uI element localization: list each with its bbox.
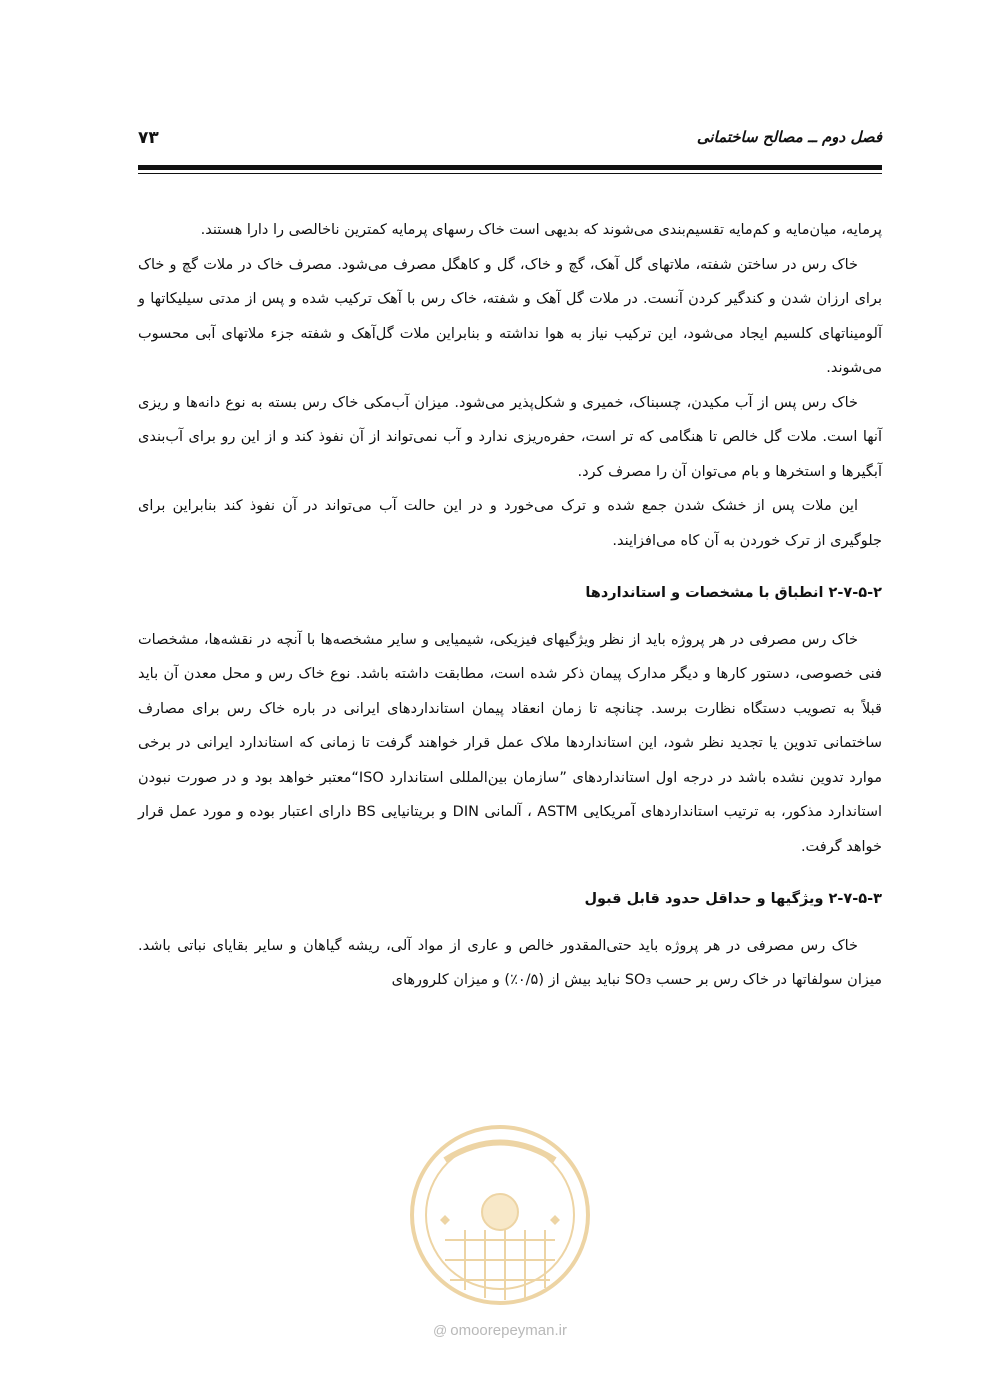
page-number: ۷۳ [138, 128, 159, 148]
paragraph-clay-absorption: خاک رس پس از آب مکیدن، چسبناک، خمیری و شکل‌پذیر می‌شود. میزان آب‌مکی خاک رس بسته به نوع دانه‌ها و ریزی آنها است. ملات گل خالص تا هنگامی که تر است، حفره‌ریزی ندارد و آب نمی‌تواند از آن نفوذ کند و از این رو برای آب‌بندی آبگیرها و استخرها و بام می‌توان آن را مصرف کرد. [138, 394, 882, 480]
header-rule-thin [138, 173, 882, 174]
paragraph-properties: خاک رس مصرفی در هر پروژه باید حتی‌المقدور خالص و عاری از مواد آلی، ریشه گیاهان و سایر بقایای نباتی باشد. میزان سولفاتها در خاک رس بر حسب SO₃ نباید بیش از (۰/۵٪) و میزان کلرورهای [138, 937, 882, 988]
watermark-logo [405, 1120, 595, 1320]
section-heading-properties: ۲-۷-۵-۳ ویژگیها و حداقل حدود قابل قبول [584, 891, 882, 907]
paragraph-clay-uses: خاک رس در ساختن شفته، ملاتهای گل آهک، گچ و خاک، گل و کاهگل مصرف می‌شود. مصرف خاک در ملات گچ و خاک برای ارزان شدن و کندگیر کردن آنست. در ملات گل آهک و شفته، خاک رس با آهک ترکیب شده و پس از مدتی سیلیکاتها و آلومیناتهای کلسیم ایجاد می‌شود، این ترکیب نیاز به هوا نداشته و بنابراین ملات گل‌آهک و شفته جزء ملاتهای آبی محسوب می‌شوند. [138, 256, 882, 376]
watermark-caption [380, 1322, 620, 1339]
header-rule-thick [138, 165, 882, 170]
chapter-title: فصل دوم ــ مصالح ساختمانی [696, 128, 882, 146]
paragraph-mortar-cracking: این ملات پس از خشک شدن جمع شده و ترک می‌خورد و در این حالت آب می‌تواند در آن نفوذ کند بنابراین برای جلوگیری از ترک خوردن به آن کاه می‌افزایند. [138, 498, 882, 549]
paragraph-continued: پرمایه، میان‌مایه و کم‌مایه تقسیم‌بندی می‌شوند که بدیهی است خاک رسهای پرمایه کمترین ناخالصی را دارا هستند. [200, 222, 882, 238]
body-text [138, 213, 882, 998]
at-icon: @ [433, 1322, 448, 1338]
page-header [138, 122, 882, 162]
section-heading-standards: ۲-۷-۵-۲ انطباق با مشخصات و استانداردها [585, 585, 882, 601]
watermark-url: omoorepeyman.ir [450, 1322, 567, 1339]
paragraph-standards: خاک رس مصرفی در هر پروژه باید از نظر ویژگیهای فیزیکی، شیمیایی و سایر مشخصه‌ها با آنچه در نقشه‌ها، مشخصات فنی خصوصی، دستور کارها و دیگر مدارک پیمان ذکر شده است، مطابقت داشته باشد. نوع خاک رس و محل معدن آن باید قبلاً به تصویب دستگاه نظارت برسد. چنانچه تا زمان انعقاد پیمان استانداردهای ایرانی در باره خاک رس برای مصارف ساختمانی تدوین یا تجدید نظر شود، این استانداردها ملاک عمل قرار خواهند گرفت تا زمانی که استاندارد ایرانی در برخی موارد تدوین نشده باشد در درجه اول استانداردهای ”سازمان بین‌المللی استاندارد ISO“معتبر خواهد بود و در صورت نبودن استاندارد مذکور، به ترتیب استانداردهای آمریکایی ASTM ، آلمانی DIN و بریتانیایی BS دارای اعتبار بوده و مورد عمل قرار خواهد گرفت. [138, 631, 883, 855]
